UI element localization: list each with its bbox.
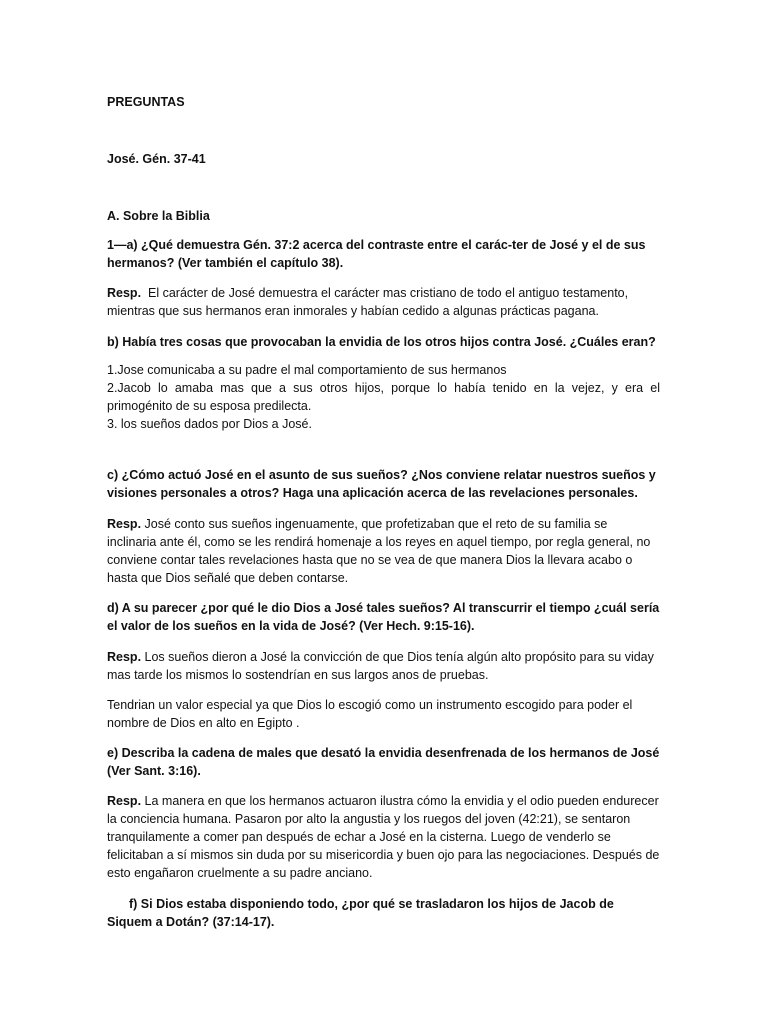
- question-1a: 1—a) ¿Qué demuestra Gén. 37:2 acerca del contraste entre el carác-ter de José y el de sus hermanos? (Ver también el capítulo 38).: [107, 238, 646, 270]
- question-1b: b) Había tres cosas que provocaban la envidia de los otros hijos contra José. ¿Cuáles eran?: [107, 335, 656, 349]
- answer-text: José conto sus sueños ingenuamente, que profetizaban que el reto de su familia se inclinaria ante él, como se les rendirá homenaje a los reyes en aquel tiempo, por regla general, no conviene contar tales revelaciones hasta que no se vea de que manera Dios la llevara acabo o hasta que Dios señalé que deben contarse.: [107, 517, 651, 585]
- question-1d: d) A su parecer ¿por qué le dio Dios a José tales sueños? Al transcurrir el tiempo ¿cuál sería el valor de los sueños en la vida de José? (Ver Hech. 9:15-16).: [107, 601, 660, 633]
- answer-label: Resp.: [107, 650, 142, 664]
- section-title: A. Sobre la Biblia: [107, 209, 210, 223]
- answer-text: La manera en que los hermanos actuaron ilustra cómo la envidia y el odio pueden endurecer la conciencia humana. Pasaron por alto la angustia y los ruegos del joven (42:21), se sentaron tranquilamente a comer pan después de echar a José en la cisterna. Luego de venderlo se felicitaban a sí mismos sin duda por su misericordia y buen ojo para las negociaciones. Después de esto engañaron cruelmente a su padre anciano.: [107, 794, 660, 880]
- question-1f: f) Si Dios estaba disponiendo todo, ¿por qué se trasladaron los hijos de Jacob de Siquem a Dotán? (37:14-17).: [107, 897, 614, 929]
- answer-1a: [107, 284, 660, 320]
- question-1c: c) ¿Cómo actuó José en el asunto de sus sueños? ¿Nos conviene relatar nuestros sueños y visiones personales a otros? Haga una aplicación acerca de las revelaciones personales.: [107, 468, 656, 500]
- answer-text: Los sueños dieron a José la convicción de que Dios tenía algún alto propósito para su viday mas tarde los mismos lo sostendrían en sus largos anos de pruebas.: [107, 650, 654, 682]
- answer-1e: [107, 792, 660, 882]
- answer-label: Resp.: [107, 794, 142, 808]
- answer-label: Resp.: [107, 517, 142, 531]
- answer-1b-list: [107, 361, 660, 433]
- list-item: 2.Jacob lo amaba mas que a sus otros hijos, porque lo había tenido en la vejez, y era el primogénito de su esposa predilecta.: [107, 381, 660, 413]
- answer-1c: [107, 515, 660, 587]
- list-item: 1.Jose comunicaba a su padre el mal comportamiento de sus hermanos: [107, 363, 507, 377]
- document-heading: PREGUNTAS: [107, 95, 185, 109]
- answer-text: El carácter de José demuestra el carácter mas cristiano de todo el antiguo testamento, mientras que sus hermanos eran inmorales y habían cedido a algunas prácticas pagana.: [107, 286, 629, 318]
- answer-label: Resp.: [107, 286, 142, 300]
- list-item: 3. los sueños dados por Dios a José.: [107, 417, 312, 431]
- answer-1d: [107, 648, 660, 684]
- document-subheading: José. Gén. 37-41: [107, 152, 206, 166]
- question-1e: e) Describa la cadena de males que desató la envidia desenfrenada de los hermanos de José (Ver Sant. 3:16).: [107, 746, 660, 778]
- answer-1d-extra: Tendrian un valor especial ya que Dios lo escogió como un instrumento escogido para poder el nombre de Dios en alto en Egipto .: [107, 698, 633, 730]
